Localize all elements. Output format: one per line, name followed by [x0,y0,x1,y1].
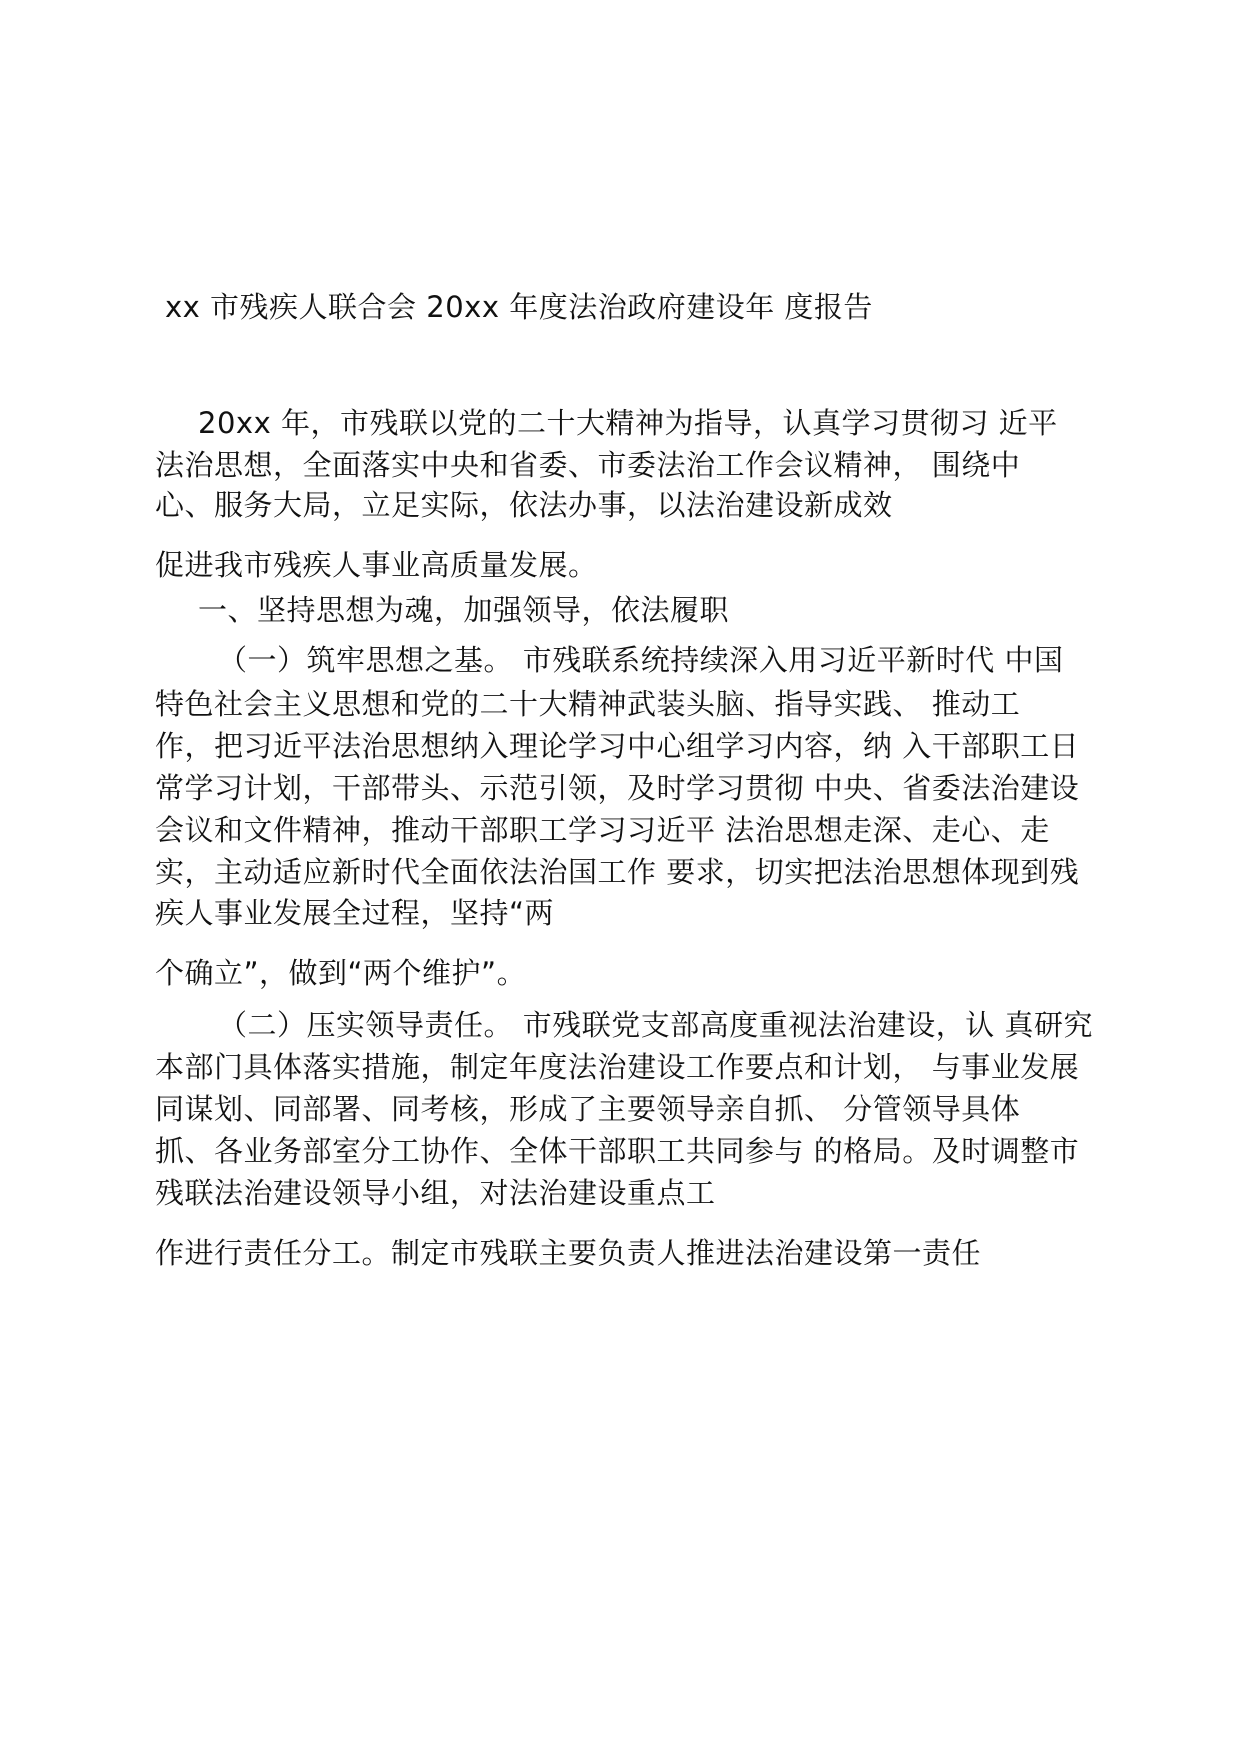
paragraph-line-18: 作进行责任分工。制定市残联主要负责人推进法治建设第一责任 [155,1236,982,1270]
paragraph-line-4: 促进我市残疾人事业高质量发展。 [155,548,598,582]
paragraph-line-3: 心、服务大局，立足实际，依法办事，以法治建设新成效 [155,488,893,522]
paragraph-line-13: （二）压实领导责任。 市残联党支部高度重视法治建设，认 真研究 [218,1008,1093,1042]
paragraph-line-14: 本部门具体落实措施，制定年度法治建设工作要点和计划， 与事业发展 [155,1050,1080,1084]
paragraph-line-15: 同谋划、同部署、同考核，形成了主要领导亲自抓、 分管领导具体 [155,1092,1021,1126]
document-title: xx 市残疾人联合会 20xx 年度法治政府建设年 度报告 [165,290,873,324]
section-heading-1: 一、坚持思想为魂，加强领导，依法履职 [198,593,730,627]
paragraph-line-12: 个确立”，做到“两个维护”。 [155,956,527,990]
paragraph-line-11: 疾人事业发展全过程，坚持“两 [155,896,555,930]
paragraph-line-1: 20xx 年，市残联以党的二十大精神为指导，认真学习贯彻习 近平 [198,406,1058,440]
paragraph-line-9: 会议和文件精神，推动干部职工学习习近平 法治思想走深、走心、走 [155,813,1050,847]
paragraph-line-16: 抓、各业务部室分工协作、全体干部职工共同参与 的格局。及时调整市 [155,1134,1080,1168]
paragraph-line-2: 法治思想，全面落实中央和省委、市委法治工作会议精神， 围绕中 [155,448,1021,482]
paragraph-line-5: （一）筑牢思想之基。 市残联系统持续深入用习近平新时代 中国 [218,643,1064,677]
paragraph-line-10: 实，主动适应新时代全面依法治国工作 要求，切实把法治思想体现到残 [155,855,1080,889]
paragraph-line-8: 常学习计划，干部带头、示范引领，及时学习贯彻 中央、省委法治建设 [155,771,1080,805]
paragraph-line-6: 特色社会主义思想和党的二十大精神武装头脑、指导实践、 推动工 [155,687,1021,721]
paragraph-line-17: 残联法治建设领导小组，对法治建设重点工 [155,1176,716,1210]
paragraph-line-7: 作，把习近平法治思想纳入理论学习中心组学习内容，纳 入干部职工日 [155,729,1080,763]
